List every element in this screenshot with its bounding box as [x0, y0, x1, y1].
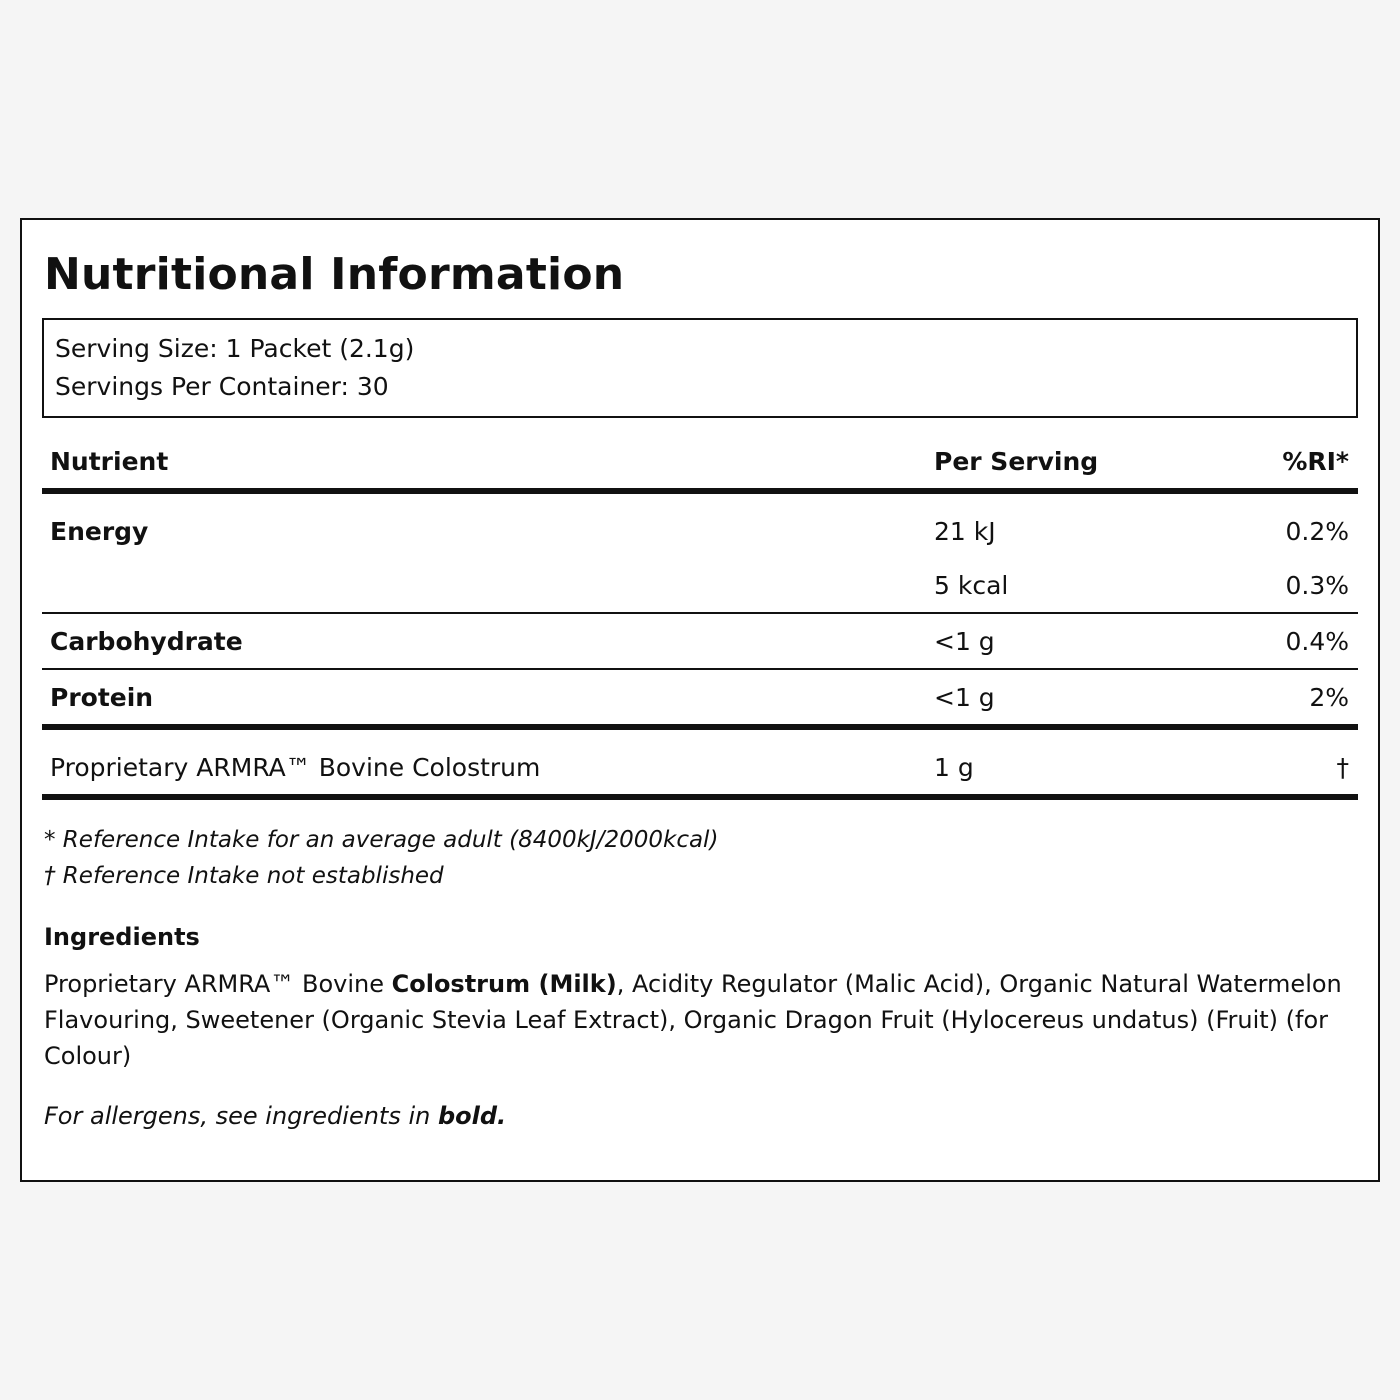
table-bottom-divider — [42, 794, 1358, 800]
header-per-serving: Per Serving — [934, 447, 1099, 476]
header-divider — [42, 488, 1358, 494]
panel-title: Nutritional Information — [44, 249, 625, 300]
serving-size: Serving Size: 1 Packet (2.1g) — [55, 334, 415, 363]
nutrition-panel — [20, 218, 1380, 1182]
allergen-note-bold: bold. — [437, 1102, 507, 1130]
energy-kj: 21 kJ — [934, 517, 996, 546]
protein-ri: 2% — [1309, 683, 1349, 712]
ingredients-text-before: Proprietary ARMRA™ Bovine — [44, 970, 392, 998]
nutrient-carbohydrate: Carbohydrate — [50, 627, 243, 656]
allergen-note-prefix: For allergens, see ingredients in — [44, 1102, 438, 1130]
ingredients-text — [44, 966, 1344, 1074]
serving-info-box — [42, 318, 1358, 418]
footnote-ri-reference: * Reference Intake for an average adult (8400kJ/2000kcal) — [44, 827, 719, 853]
protein-amount: <1 g — [934, 683, 995, 712]
nutrient-colostrum: Proprietary ARMRA™ Bovine Colostrum — [50, 753, 541, 782]
colostrum-amount: 1 g — [934, 753, 974, 782]
allergen-ingredient: Colostrum (Milk) — [391, 970, 617, 998]
colostrum-ri: † — [1336, 753, 1349, 782]
ingredients-text-after: , Acidity Regulator (Malic Acid), Organic Natural Watermelon Flavouring, Sweetener (Organic Stevia Leaf Extract), Organic Dragon Fruit (Hylocereus undatus) (Fruit) (for Colour) — [44, 970, 1342, 1070]
row-divider — [42, 668, 1358, 670]
allergen-note — [44, 1098, 506, 1134]
footnote-not-established: † Reference Intake not established — [44, 863, 444, 889]
energy-kcal: 5 kcal — [934, 571, 1009, 600]
header-ri: %RI* — [1282, 447, 1349, 476]
nutrient-energy: Energy — [50, 517, 149, 546]
servings-per-container: Servings Per Container: 30 — [55, 372, 389, 401]
section-divider — [42, 724, 1358, 730]
energy-kj-ri: 0.2% — [1285, 517, 1349, 546]
carbohydrate-amount: <1 g — [934, 627, 995, 656]
header-nutrient: Nutrient — [50, 447, 169, 476]
row-divider — [42, 612, 1358, 614]
ingredients-heading: Ingredients — [44, 923, 200, 951]
nutrient-protein: Protein — [50, 683, 154, 712]
carbohydrate-ri: 0.4% — [1285, 627, 1349, 656]
energy-kcal-ri: 0.3% — [1285, 571, 1349, 600]
